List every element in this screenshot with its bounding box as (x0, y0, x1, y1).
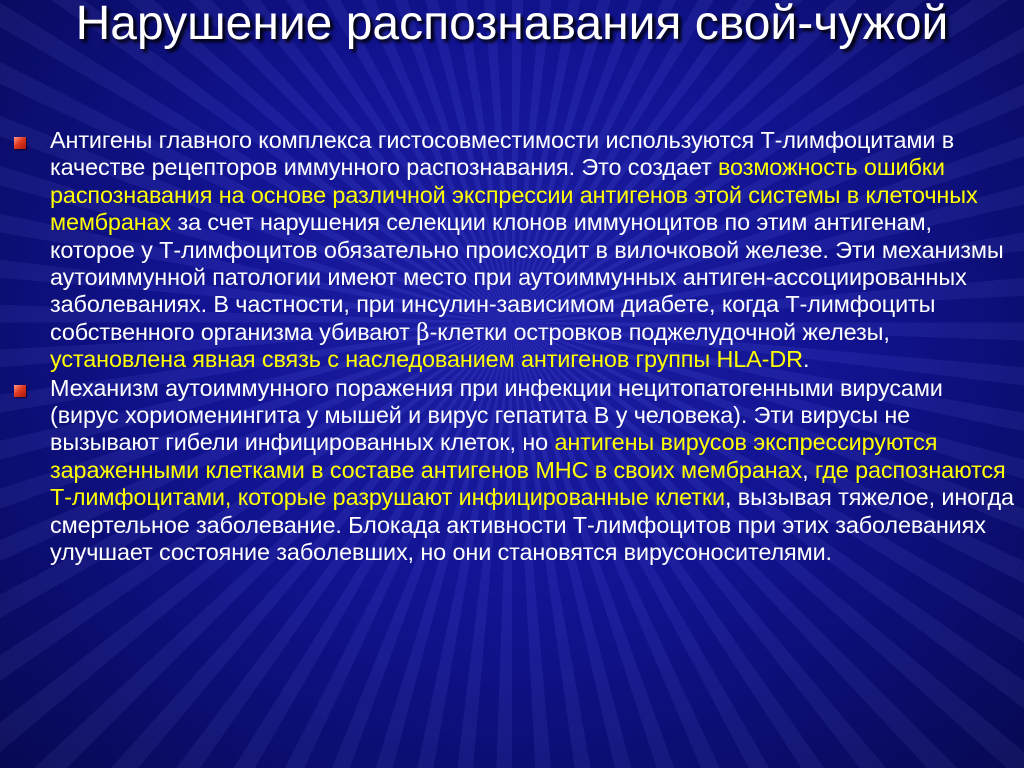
bullet-2-text-part-3: , вызывая тяжелое, иногда смертельное заболевание. Блокада активности Т-лимфоцитов при этих заболеваниях улучшает состояние заболевших, но они становятся вирусоносителями. (50, 484, 1014, 566)
bullet-1-text-part-4: . (802, 346, 810, 373)
bullet-list (14, 127, 1014, 568)
bullet-item-2 (14, 375, 1014, 567)
bullet-1-highlight-2: установлена явная связь с наследованием антигенов группы HLA-DR (50, 346, 803, 373)
bullet-item-1 (14, 127, 1014, 374)
red-square-bullet-icon (14, 385, 26, 397)
beta-symbol: β (416, 317, 430, 346)
bullet-1-highlight-1: возможность ошибки распознавания на основе различной экспрессии антигенов этой системы в клеточных мембранах (50, 154, 978, 236)
bullet-2-highlight-1: антигены вирусов экспрессируются зараженными клетками в составе антигенов МНС в своих мембранах (50, 429, 938, 483)
bullet-1-text-part-1: Антигены главного комплекса гистосовместимости используются Т-лимфоцитами в качестве рецепторов иммунного распознавания. Это создает (50, 127, 955, 181)
bullet-2-highlight-2: где распознаются Т-лимфоцитами, которые разрушают инфицированные клетки (50, 456, 1006, 511)
bullet-1-text-part-2: за счет нарушения селекции клонов иммуноцитов по этим антигенам, которое у Т-лимфоцитов обязательно происходит в вилочковой железе. Эти механизмы аутоиммунной патологии имеют место при аутоиммунных антиген-ассоциированных заболеваниях. В частности, при инсулин-зависимом диабете, когда Т-лимфоциты собственного организма убивают (50, 209, 1004, 345)
bullet-1-text-part-3: -клетки островков поджелудочной железы, (429, 318, 890, 345)
slide-title: Нарушение распознавания свой-чужой (75, 0, 949, 50)
red-square-bullet-icon (14, 137, 26, 149)
bullet-2-text-part-2: , (802, 456, 815, 483)
bullet-2-text-part-1: Механизм аутоиммунного поражения при инфекции нецитопатогенными вирусами (вирус хориоменингита у мышей и вирус гепатита В у человека). Эти вирусы не вызывают гибели инфицированных клеток, но (50, 374, 943, 456)
